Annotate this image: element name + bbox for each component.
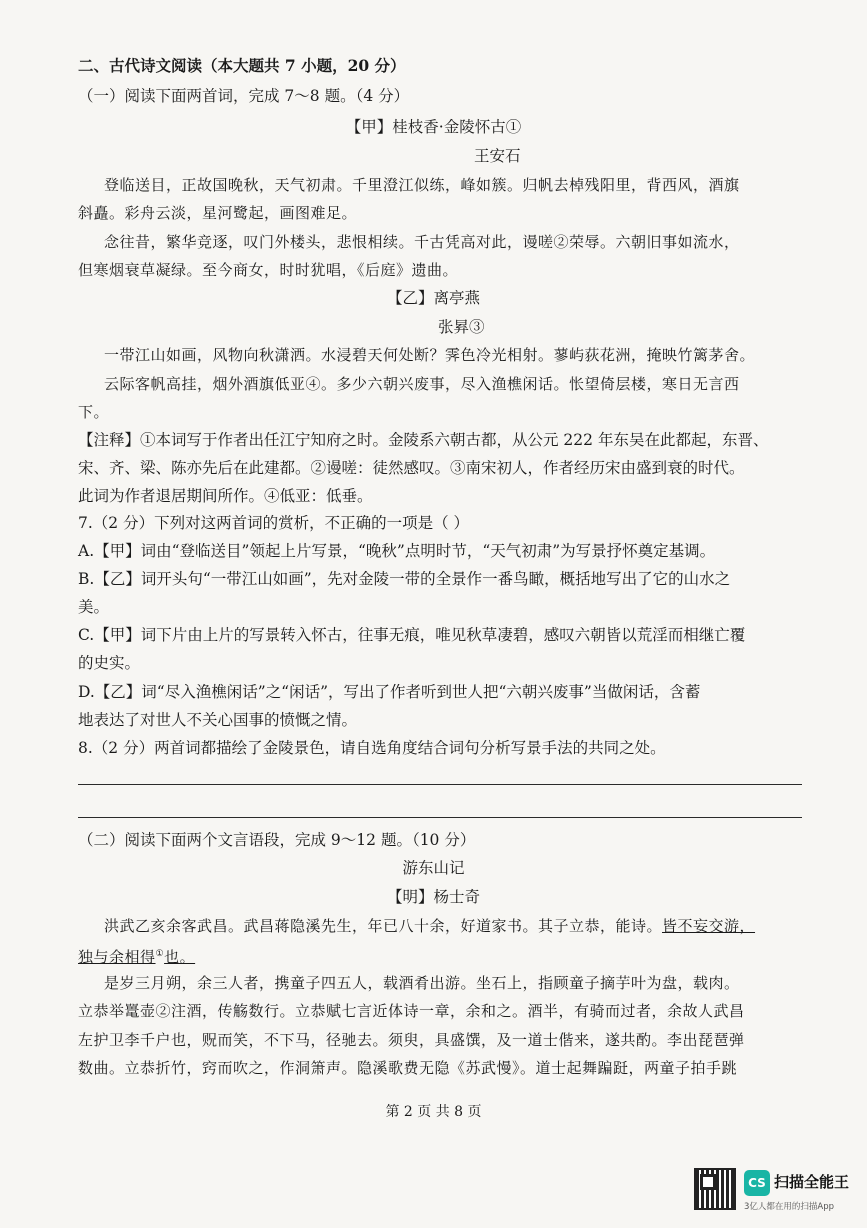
app-name: 扫描全能王 <box>774 1173 850 1191</box>
notes-line: 宋、齐、梁、陈亦先后在此建都。②谩嗟：徒然感叹。③南宋初人，作者经历宋由盛到衰的时代。 <box>78 459 745 477</box>
answer-line[interactable] <box>78 784 802 785</box>
answer-line[interactable] <box>78 817 802 818</box>
section-title: 二、古代诗文阅读（本大题共 7 小题，20 分） <box>78 56 406 75</box>
poem-a-line: 念往昔，繁华竞逐，叹门外楼头，悲恨相续。千古凭高对此，谩嗟②荣辱。六朝旧事如流水， <box>104 233 740 251</box>
poem-a-line: 斜矗。彩舟云淡，星河鹭起，画图难足。 <box>78 204 358 222</box>
question-7-option: D.【乙】词“尽入渔樵闲话”之“闲话”，写出了作者听到世人把“六朝兴废事”当做闲话，含蓄 <box>78 683 701 701</box>
poem-a-title: 【甲】桂枝香·金陵怀古① <box>345 118 522 136</box>
footnote-mark: ① <box>155 949 165 959</box>
part2-instruction: （二）阅读下面两个文言语段，完成 9～12 题。（10 分） <box>78 831 476 849</box>
poem-b-line: 下。 <box>78 403 110 421</box>
notes-line: 此词为作者退居期间所作。④低亚：低垂。 <box>78 487 373 505</box>
question-7-stem: 7.（2 分）下列对这两首词的赏析，不正确的一项是（ ） <box>78 514 470 532</box>
part1-instruction: （一）阅读下面两首词，完成 7～8 题。（4 分） <box>78 87 410 105</box>
passage-line <box>104 916 755 936</box>
poem-a-author: 王安石 <box>474 147 521 165</box>
poem-b-line: 云际客帆高挂，烟外酒旗低亚④。多少六朝兴废事，尽入渔樵闲话。怅望倚层楼，寒日无言西 <box>104 375 740 393</box>
qr-code-icon <box>694 1168 736 1210</box>
page-footer: 第 2 页 共 8 页 <box>385 1104 482 1120</box>
question-7-option: 美。 <box>78 598 110 616</box>
passage-text: 也。 <box>164 948 196 966</box>
passage-text: 洪武乙亥余客武昌。武昌蒋隐溪先生，年已八十余，好道家书。其子立恭，能诗。 <box>104 917 663 935</box>
question-7-option: C.【甲】词下片由上片的写景转入怀古，往事无痕，唯见秋草凄碧，感叹六朝皆以荒淫而相继亡覆 <box>78 626 746 644</box>
poem-b-title: 【乙】离亭燕 <box>386 289 480 307</box>
poem-a-line: 但寒烟衰草凝绿。至今商女，时时犹唱，《后庭》遗曲。 <box>78 261 459 279</box>
passage-line <box>78 944 195 967</box>
poem-a-line: 登临送目，正故国晚秋，天气初肃。千里澄江似练，峰如簇。归帆去棹残阳里，背西风，酒旗 <box>104 176 740 194</box>
notes-line: 【注释】①本词写于作者出任江宁知府之时。金陵系六朝古都，从公元 222 年东吴在此都起，东晋、 <box>78 431 769 449</box>
passage-author: 【明】杨士奇 <box>386 888 480 906</box>
underlined-sentence: 皆不妄交游， <box>662 917 756 935</box>
question-7-option: 的史实。 <box>78 654 141 672</box>
passage-line: 立恭举鼍壶②注酒，传觞数行。立恭赋七言近体诗一章，余和之。酒半，有骑而过者，余故人武昌 <box>78 1002 745 1020</box>
app-tagline: 3亿人都在用的扫描App <box>744 1202 835 1212</box>
passage-title: 游东山记 <box>402 859 465 877</box>
question-7-option: A.【甲】词由“登临送目”领起上片写景，“晚秋”点明时节，“天气初肃”为写景抒怀奠定基调。 <box>78 542 716 560</box>
question-7-option: B.【乙】词开头句“一带江山如画”，先对金陵一带的全景作一番鸟瞰，概括地写出了它的山水之 <box>78 570 731 588</box>
cs-logo-icon: CS <box>744 1170 770 1196</box>
poem-b-author: 张昪③ <box>438 318 485 336</box>
underlined-sentence: 独与余相得 <box>78 948 156 966</box>
passage-line: 数曲。立恭折竹，窍而吹之，作洞箫声。隐溪歌费无隐《苏武慢》。道士起舞蹁跹，两童子拍手跳 <box>78 1059 738 1077</box>
passage-line: 是岁三月朔，余三人者，携童子四五人，载酒肴出游。坐石上，指顾童子摘芋叶为盘，载肉。 <box>104 974 740 992</box>
passage-line: 左护卫李千户也，贶而笑，不下马，径驰去。须臾，具盛馔，及一道士偕来，遂共酌。李出琵琶弹 <box>78 1031 745 1049</box>
poem-b-line: 一带江山如画，风物向秋潇洒。水浸碧天何处断？霁色冷光相射。蓼屿荻花洲，掩映竹篱茅舍。 <box>104 346 756 364</box>
question-8-stem: 8.（2 分）两首词都描绘了金陵景色，请自选角度结合词句分析写景手法的共同之处。 <box>78 739 666 757</box>
question-7-option: 地表达了对世人不关心国事的愤慨之情。 <box>78 711 358 729</box>
scanner-watermark <box>694 1166 858 1222</box>
